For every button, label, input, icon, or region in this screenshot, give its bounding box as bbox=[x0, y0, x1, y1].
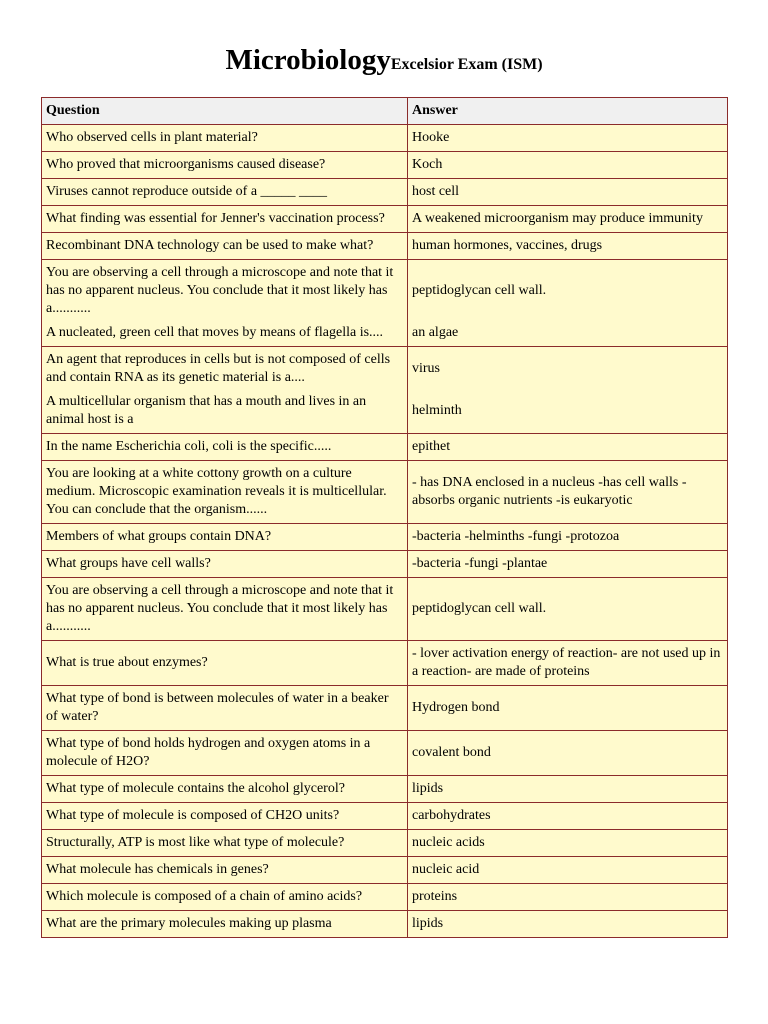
table-row bbox=[42, 233, 728, 260]
table-row bbox=[42, 524, 728, 551]
question-cell: A nucleated, green cell that moves by means of flagella is.... bbox=[42, 320, 408, 347]
table-row bbox=[42, 551, 728, 578]
answer-cell: - lover activation energy of reaction- are not used up in a reaction- are made of proteins bbox=[408, 641, 728, 686]
question-cell: What type of molecule contains the alcohol glycerol? bbox=[42, 776, 408, 803]
table-row bbox=[42, 152, 728, 179]
table-row bbox=[42, 461, 728, 524]
answer-cell: human hormones, vaccines, drugs bbox=[408, 233, 728, 260]
answer-cell: Hooke bbox=[408, 125, 728, 152]
table-row bbox=[42, 731, 728, 776]
table-row bbox=[42, 578, 728, 641]
question-cell: What molecule has chemicals in genes? bbox=[42, 857, 408, 884]
table-header-row bbox=[42, 98, 728, 125]
answer-cell: Koch bbox=[408, 152, 728, 179]
table-row bbox=[42, 389, 728, 434]
question-cell: Who proved that microorganisms caused disease? bbox=[42, 152, 408, 179]
question-cell: What groups have cell walls? bbox=[42, 551, 408, 578]
table-row bbox=[42, 884, 728, 911]
title-main: Microbiology bbox=[225, 44, 391, 76]
table-row bbox=[42, 260, 728, 321]
title-subtitle: Excelsior Exam (ISM) bbox=[390, 56, 543, 73]
table-row bbox=[42, 686, 728, 731]
answer-cell: helminth bbox=[408, 389, 728, 434]
table-row bbox=[42, 776, 728, 803]
qa-table bbox=[41, 97, 728, 938]
question-cell: What type of bond is between molecules of water in a beaker of water? bbox=[42, 686, 408, 731]
answer-cell: A weakened microorganism may produce immunity bbox=[408, 206, 728, 233]
question-cell: Structurally, ATP is most like what type of molecule? bbox=[42, 830, 408, 857]
table-row bbox=[42, 830, 728, 857]
table-row bbox=[42, 857, 728, 884]
question-header: Question bbox=[42, 98, 408, 125]
answer-cell: - has DNA enclosed in a nucleus -has cell walls - absorbs organic nutrients -is eukaryotic bbox=[408, 461, 728, 524]
answer-cell: host cell bbox=[408, 179, 728, 206]
question-cell: An agent that reproduces in cells but is not composed of cells and contain RNA as its genetic material is a.... bbox=[42, 347, 408, 390]
answer-header: Answer bbox=[408, 98, 728, 125]
table-row bbox=[42, 803, 728, 830]
answer-cell: carbohydrates bbox=[408, 803, 728, 830]
answer-cell: nucleic acids bbox=[408, 830, 728, 857]
question-cell: You are observing a cell through a microscope and note that it has no apparent nucleus. You conclude that it most likely has a........... bbox=[42, 260, 408, 321]
answer-cell: nucleic acid bbox=[408, 857, 728, 884]
table-row bbox=[42, 434, 728, 461]
table-row bbox=[42, 179, 728, 206]
answer-cell: lipids bbox=[408, 911, 728, 938]
answer-cell: -bacteria -helminths -fungi -protozoa bbox=[408, 524, 728, 551]
question-cell: What finding was essential for Jenner's vaccination process? bbox=[42, 206, 408, 233]
answer-cell: Hydrogen bond bbox=[408, 686, 728, 731]
question-cell: A multicellular organism that has a mouth and lives in an animal host is a bbox=[42, 389, 408, 434]
table-row bbox=[42, 125, 728, 152]
question-cell: In the name Escherichia coli, coli is the specific..... bbox=[42, 434, 408, 461]
question-cell: Members of what groups contain DNA? bbox=[42, 524, 408, 551]
question-cell: You are looking at a white cottony growth on a culture medium. Microscopic examination reveals it is multicellular. You can conclude that the organism...... bbox=[42, 461, 408, 524]
answer-cell: peptidoglycan cell wall. bbox=[408, 260, 728, 321]
table-row bbox=[42, 206, 728, 233]
table-row bbox=[42, 347, 728, 390]
answer-cell: -bacteria -fungi -plantae bbox=[408, 551, 728, 578]
question-cell: What are the primary molecules making up plasma bbox=[42, 911, 408, 938]
answer-cell: epithet bbox=[408, 434, 728, 461]
answer-cell: lipids bbox=[408, 776, 728, 803]
page-title bbox=[0, 44, 768, 77]
question-cell: What type of molecule is composed of CH2O units? bbox=[42, 803, 408, 830]
table-row bbox=[42, 641, 728, 686]
question-cell: What type of bond holds hydrogen and oxygen atoms in a molecule of H2O? bbox=[42, 731, 408, 776]
question-cell: You are observing a cell through a microscope and note that it has no apparent nucleus. You conclude that it most likely has a........... bbox=[42, 578, 408, 641]
answer-cell: peptidoglycan cell wall. bbox=[408, 578, 728, 641]
answer-cell: proteins bbox=[408, 884, 728, 911]
answer-cell: an algae bbox=[408, 320, 728, 347]
answer-cell: virus bbox=[408, 347, 728, 390]
question-cell: What is true about enzymes? bbox=[42, 641, 408, 686]
table-row bbox=[42, 320, 728, 347]
question-cell: Recombinant DNA technology can be used to make what? bbox=[42, 233, 408, 260]
table-row bbox=[42, 911, 728, 938]
question-cell: Which molecule is composed of a chain of amino acids? bbox=[42, 884, 408, 911]
answer-cell: covalent bond bbox=[408, 731, 728, 776]
question-cell: Who observed cells in plant material? bbox=[42, 125, 408, 152]
question-cell: Viruses cannot reproduce outside of a _____ ____ bbox=[42, 179, 408, 206]
